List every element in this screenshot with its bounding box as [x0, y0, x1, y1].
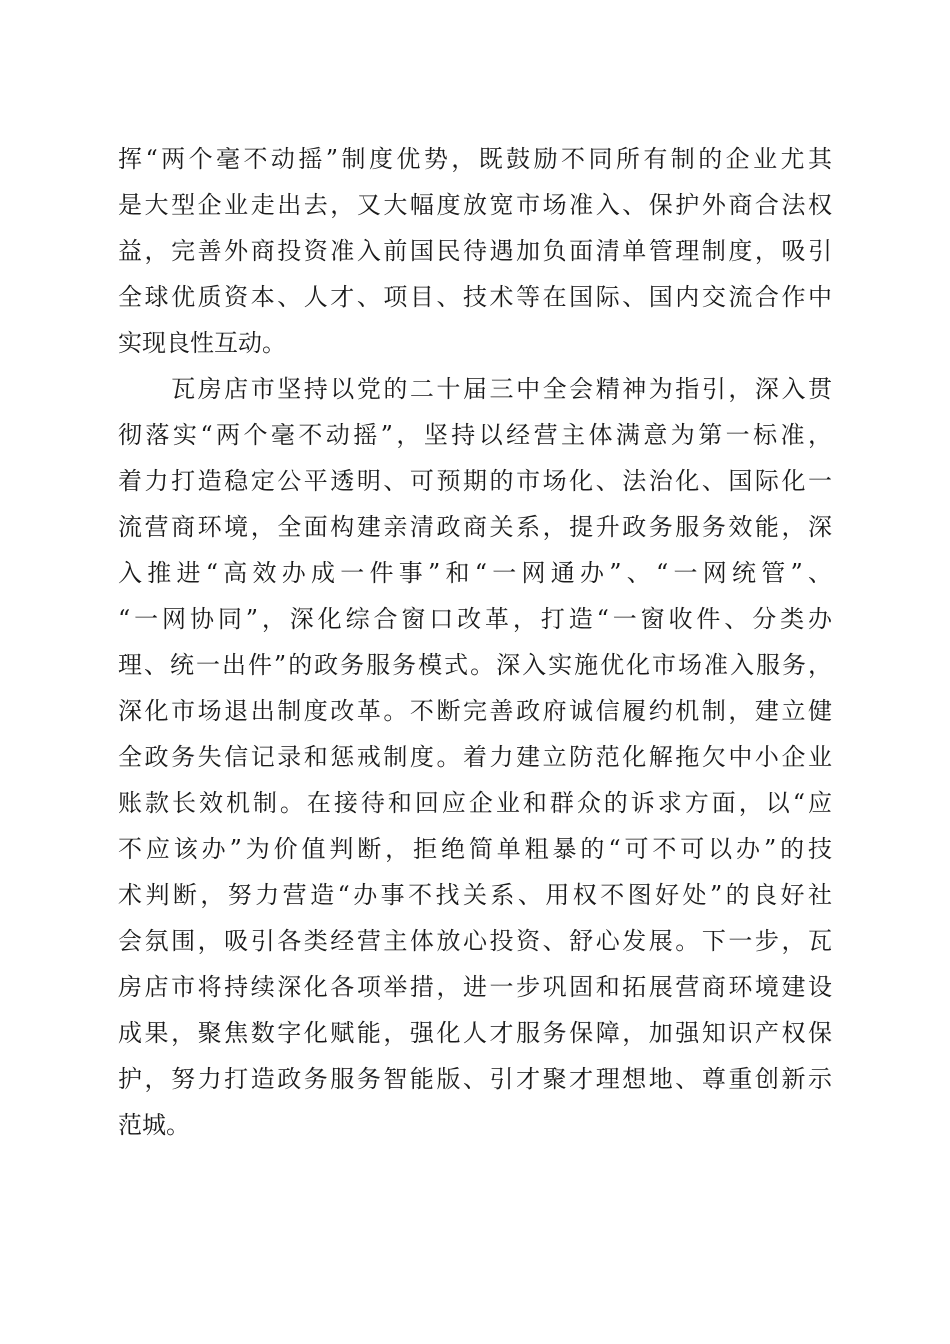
paragraph-start-line: 瓦房店市坚持以党的二十届三中全会精神为指引，深入贯 [118, 375, 832, 403]
text-line: 范城。 [118, 1111, 190, 1139]
text-line: 着力打造稳定公平透明、可预期的市场化、法治化、国际化一 [118, 467, 832, 495]
text-line: 入推进“高效办成一件事”和“一网通办”、“一网统管”、 [118, 559, 832, 587]
text-line: 是大型企业走出去，又大幅度放宽市场准入、保护外商合法权 [118, 191, 832, 219]
text-line: 房店市将持续深化各项举措，进一步巩固和拓展营商环境建设 [118, 973, 832, 1001]
text-line: 会氛围，吸引各类经营主体放心投资、舒心发展。下一步，瓦 [118, 927, 832, 955]
text-line: 深化市场退出制度改革。不断完善政府诚信履约机制，建立健 [118, 697, 832, 725]
text-line: 全球优质资本、人才、项目、技术等在国际、国内交流合作中 [118, 283, 832, 311]
text-line: “一网协同”，深化综合窗口改革，打造“一窗收件、分类办 [118, 605, 832, 633]
text-line: 理、统一出件”的政务服务模式。深入实施优化市场准入服务， [118, 651, 832, 679]
text-line: 挥“两个毫不动摇”制度优势，既鼓励不同所有制的企业尤其 [118, 145, 832, 173]
text-line: 护，努力打造政务服务智能版、引才聚才理想地、尊重创新示 [118, 1065, 832, 1093]
text-line: 全政务失信记录和惩戒制度。着力建立防范化解拖欠中小企业 [118, 743, 832, 771]
text-line: 益，完善外商投资准入前国民待遇加负面清单管理制度，吸引 [118, 237, 832, 265]
text-line: 流营商环境，全面构建亲清政商关系，提升政务服务效能，深 [118, 513, 832, 541]
text-line: 术判断，努力营造“办事不找关系、用权不图好处”的良好社 [118, 881, 832, 909]
text-line: 账款长效机制。在接待和回应企业和群众的诉求方面，以“应 [118, 789, 832, 817]
text-line: 实现良性互动。 [118, 329, 286, 357]
text-line: 不应该办”为价值判断，拒绝简单粗暴的“可不可以办”的技 [118, 835, 832, 863]
text-line: 彻落实“两个毫不动摇”，坚持以经营主体满意为第一标准， [118, 421, 832, 449]
text-line: 成果，聚焦数字化赋能，强化人才服务保障，加强知识产权保 [118, 1019, 832, 1047]
